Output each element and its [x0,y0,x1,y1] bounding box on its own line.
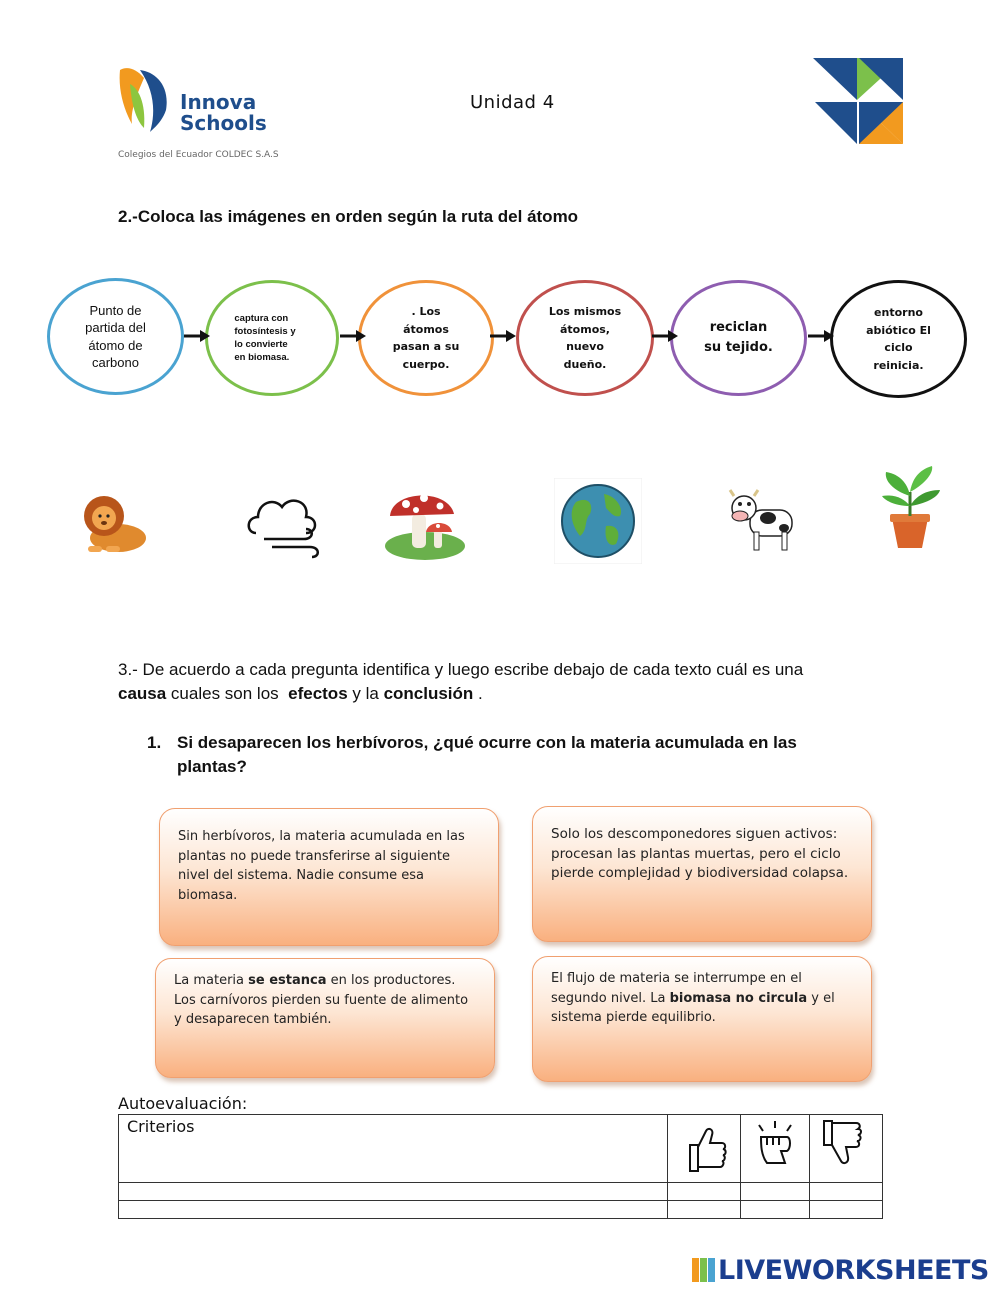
answer-card-2[interactable] [532,806,872,942]
criteria-header [119,1115,668,1183]
card-text-pre: El flujo de materia se interrumpe en el segundo nivel. La [551,971,802,1006]
atom-step-1[interactable] [47,278,184,395]
flow-arrow-icon [184,329,210,343]
self-eval-table [118,1114,883,1219]
atom-step-line: cuerpo. [402,357,450,371]
flow-arrow-icon [490,329,516,343]
thumbs-down-icon [810,1115,882,1177]
flow-arrow-icon [340,329,366,343]
cow-image[interactable] [726,488,798,554]
logo-line2: Schools [180,111,267,135]
thumbs-up-cell [668,1115,741,1183]
rating-cell[interactable] [668,1201,741,1219]
atom-step-line: lo convierte [234,339,288,350]
rating-cell[interactable] [741,1183,810,1201]
atom-step-line: pasan a su [392,340,460,353]
logo-line1: Innova [180,90,257,114]
card-text-post: en los productores. Los carnívoros pierden su fuente de alimento y desaparecen también. [174,973,469,1027]
rating-cell[interactable] [741,1201,810,1219]
rating-cell[interactable] [810,1183,883,1201]
card-text-pre: La materia [174,973,249,988]
atom-step-line: en biomasa. [234,352,290,363]
atom-step-line: nuevo [566,340,604,353]
criteria-header-text: Criterios [127,1117,195,1136]
thumbs-up-icon [668,1115,740,1177]
atom-step-line: átomos [403,322,449,336]
causa-word: causa [118,684,167,703]
atom-step-line: dueño. [563,357,607,371]
atom-step-line: partida del [85,320,146,335]
atom-step-text [85,302,146,372]
atom-step-line: reciclan [709,320,768,335]
atom-step-line: abiótico El [866,323,931,337]
atom-step-text [866,304,931,374]
intro-text: 3.- De acuerdo a cada pregunta identifica y luego escribe debajo de cada texto cuál es una [118,660,804,679]
intro-mid1: cuales son los [166,684,284,703]
logo-subtitle: Colegios del Ecuador COLDEC S.A.S [118,150,279,160]
atom-step-line: captura con [234,313,289,324]
answer-card-4[interactable] [532,956,872,1082]
atom-step-line: Punto de [89,302,142,318]
atom-step-5[interactable] [670,280,807,396]
atom-step-text [393,303,460,373]
liveworksheets-brand: LIVEWORKSHEETS [718,1255,989,1286]
liveworksheets-logo-icon [692,1258,716,1282]
sub-question-number: 1. [147,733,162,752]
corner-triangles-logo [813,58,903,144]
question3-intro [118,658,878,706]
atom-step-text [549,303,621,373]
self-eval-label: Autoevaluación: [118,1094,248,1113]
atom-step-line: Los mismos [548,305,622,318]
criteria-row-2[interactable] [119,1201,668,1219]
atom-step-line: fotosíntesis y [234,326,296,337]
card-text: Solo los descomponedores siguen activos: procesan las plantas muertas, pero el ciclo pierde complejidad y biodiversidad colapsa. [551,826,849,881]
answer-card-1[interactable] [159,808,499,946]
intro-end: . [473,684,483,703]
wind-cloud-image[interactable] [244,485,322,560]
answer-card-3[interactable] [155,958,495,1078]
sub-question-text: Si desaparecen los herbívoros, ¿qué ocurre con la materia acumulada en las plantas? [177,733,797,776]
atom-step-text [704,318,773,358]
thumbs-down-cell [810,1115,883,1183]
atom-step-line: entorno [874,306,923,319]
logo-wordmark [180,92,267,134]
card-text-post: y el sistema pierde equilibrio. [551,990,835,1025]
criteria-row-1[interactable] [119,1183,668,1201]
rating-cell[interactable] [668,1183,741,1201]
atom-step-line: . Los [411,305,441,318]
atom-step-line: carbono [92,355,139,370]
question2-title: 2.-Coloca las imágenes en orden según la ruta del átomo [118,207,579,226]
atom-step-4[interactable] [516,280,654,396]
potted-plant-image[interactable] [876,462,944,550]
card-text-bold: se estanca [248,973,327,988]
fist-cell [741,1115,810,1183]
earth-image[interactable] [554,478,642,564]
card-text-bold: biomasa no circula [669,990,808,1006]
atom-step-6[interactable] [830,280,967,398]
conclusion-word: conclusión [383,684,474,703]
atom-step-text [234,312,295,364]
unit-title: Unidad 4 [470,92,555,113]
atom-step-line: reinicia. [873,358,924,372]
atom-step-line: átomo de [88,337,143,353]
flow-arrow-icon [652,329,678,343]
atom-step-2[interactable] [205,280,339,396]
card-text: Sin herbívoros, la materia acumulada en las plantas no puede transferirse al siguiente nivel del sistema. Nadie consume esa biomasa. [178,829,465,903]
rating-cell[interactable] [810,1201,883,1219]
flow-arrow-icon [808,329,834,343]
atom-step-line: ciclo [884,341,913,354]
atom-step-line: átomos, [560,322,610,336]
efectos-word: efectos [288,684,348,703]
raised-fist-icon [741,1115,809,1177]
mushroom-image[interactable] [382,482,468,562]
intro-mid2: y la [347,684,384,703]
atom-step-line: su tejido. [704,340,773,355]
atom-step-3[interactable] [358,280,494,396]
lion-image[interactable] [78,488,150,560]
